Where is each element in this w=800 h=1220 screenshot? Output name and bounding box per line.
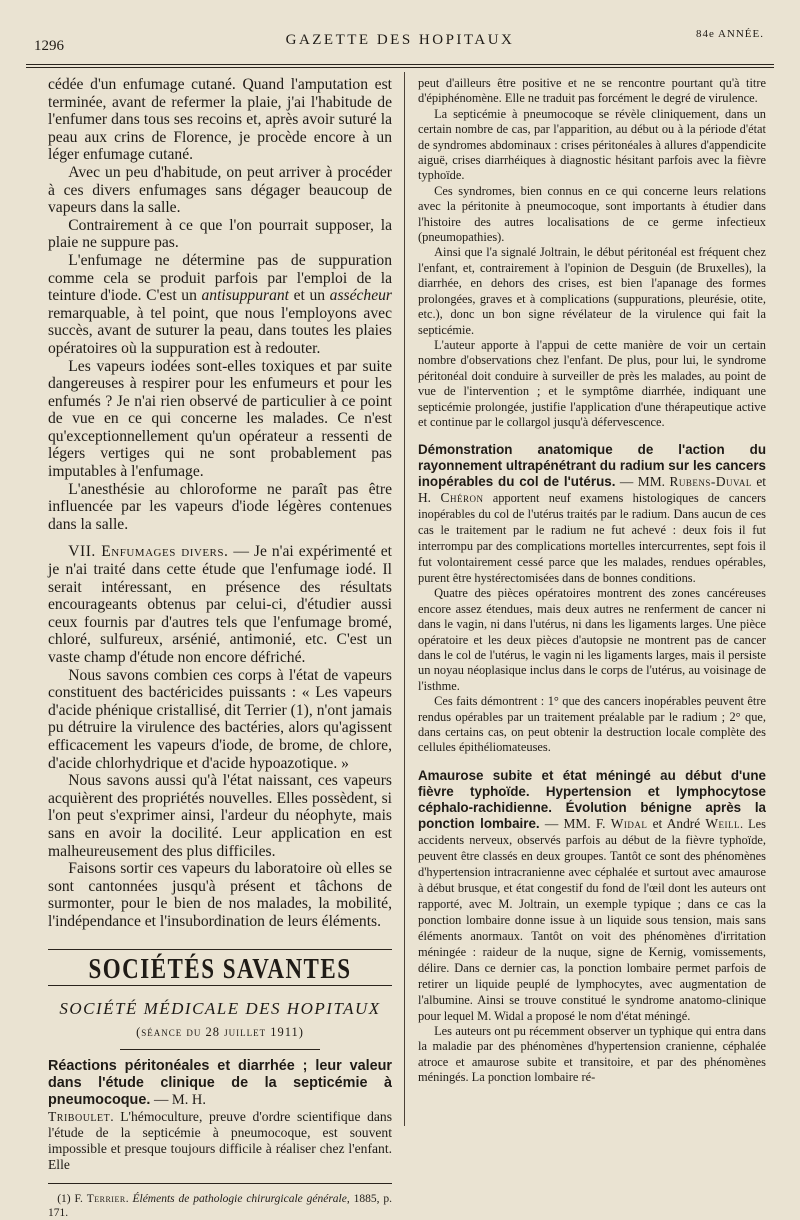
society-name: SOCIÉTÉ MÉDICALE DES HOPITAUX	[59, 999, 381, 1019]
paragraph: Ces faits démontrent : 1° que des cancers inopérables peuvent être rendus opérables par un traitement préalable par le radium ; 2° que, dans certains cas, on peut obtenir la destruction locale complète des cellules épithéliomateuses.	[418, 694, 766, 755]
journal-title: GAZETTE DES HOPITAUX	[285, 32, 515, 48]
section-heading: Réactions péritonéales et diarrhée ; leur valeur dans l'étude clinique de la septicémie à pneumocoque. — M. H.	[48, 1058, 392, 1109]
footnote: (1) F. Terrier. Éléments de pathologie chirurgicale générale, 1885, p. 171.	[48, 1193, 393, 1220]
divider	[120, 1049, 320, 1050]
page-header	[30, 22, 770, 62]
paragraph: Ainsi que l'a signalé Joltrain, le début péritonéal est fréquent chez l'enfant, et, contrairement à l'opinion de Desguin (de Bruxelles), la diarrhée, en dehors des crises, est bien l'apanage des formes prolongées, graves et à complications (suppurations, pleurésie, otite, etc.), donc un bon signe révélateur de la virulence qui fait la septicémie.	[418, 245, 766, 337]
paragraph: L'anesthésie au chloroforme ne paraît pas être influencée par les vapeurs d'iode légères contenues dans la salle.	[48, 480, 392, 533]
paragraph: L'enfumage ne détermine pas de suppuration comme cela se produit parfois par l'emploi de la teinture d'iode. C'est un antisuppurant et un assécheur remarquable, à tel point, que nous l'employons avec succès, avant de suturer la peau, dans toutes les plaies opératoires où la suppuration est à redouter.	[48, 251, 393, 357]
paragraph: La septicémie à pneumocoque se révèle cliniquement, dans un certain nombre de cas, par l'apparition, au début ou à la période d'état de syndromes abdominaux : crises péritonéales à allures d'appendicite aiguë, crises diarrhéiques à diagnostic hésitant parfois avec la fièvre typhoïde.	[418, 106, 766, 183]
column-divider	[404, 72, 405, 1126]
paragraph: Nous savons combien ces corps à l'état de vapeurs constituent des bactéricides puissants : « Les vapeurs d'acide phénique cristallisé, dit Terrier (1), n'ont jamais pu détruire la virulence des bactéries, alors qu'agissent efficacement les vapeurs d'iode, de brome, de chlore, d'acide chlorhydrique et d'acide hypoazotique. »	[48, 666, 392, 772]
paragraph: Quatre des pièces opératoires montrent des zones cancéreuses encore assez étendues, mais deux autres ne renferment de cancer ni dans le vagin, ni dans l'utérus, ni dans les ligaments larges. Une pièce opératoire et les deux pièces d'autopsie ne montrent pas de cancer dans le col de l'utérus, le vagin ni les ligaments larges, mais il persiste un noyau néoplasique inclus dans le corps de l'utérus, au voisinage de l'isthme.	[418, 586, 766, 693]
footnote-rule	[48, 1183, 392, 1184]
emphasis: assécheur	[329, 287, 393, 305]
paragraph: L'auteur apporte à l'appui de cette manière de voir un certain nombre d'observations chez l'enfant. De plus, pour lui, le syndrome péritonéal doit conduire à surveiller de près les malades, au point de vue de l'intervention ; et le symptôme diarrhée, indiquant une septicémie prolongée, justifie l'application d'une thérapeutique active et continue par le collargol jusqu'à défervescence.	[418, 337, 766, 429]
volume-year: 84e ANNÉE.	[695, 28, 764, 40]
paragraph: cédée d'un enfumage cutané. Quand l'amputation est terminée, avant de refermer la plaie, j'ai l'habitude de l'enfumer dans tous ses recoins et, après avoir suturé la peau aux crins de Florence, je procède encore à un léger enfumage cutané.	[48, 76, 392, 164]
session-date: (séance du 28 juillet 1911)	[136, 1024, 304, 1039]
paragraph: VII. Enfumages divers. — Je n'ai expérimenté et je n'ai traité dans cette étude que l'enfumage iodé. Il serait intéressant, en présence des résultats encourageants obtenus par celui-ci, d'étudier aussi ceux fournis par d'autres tels que l'enfumage bromé, chloré, sulfureux, arsénié, antimonié, etc. C'est un vaste champ d'étude non encore défriché.	[48, 543, 392, 666]
paragraph: Les auteurs ont pu récemment observer un typhique qui entra dans la maladie par des phénomènes d'hypertension cranienne, céphalée atroce et amaurose subite et transitoire, et par des phénomènes méningés. La ponction lombaire ré-	[418, 1023, 766, 1085]
emphasis: antisuppurant	[201, 287, 289, 305]
right-column	[418, 76, 766, 1136]
section-heading-inline: VII. Enfumages divers.	[68, 543, 229, 561]
section-heading: Démonstration anatomique de l'action du rayonnement ultrapénétrant du radium sur les cancers inopérables du col de l'utérus. — MM. Rubens-Duval et H. Chéron apportent neuf examens histologiques de cancers inopérables du col de l'utérus traités par le radium. Dans aucun de ces cas le traitement par le radium ne fut achevé : deux fois il fut interrompu par des complications mortelles intercurrentes, sept fois il fut volontairement cessé parce que les malades, rendues opérables, purent être hystérectomisées dans de bonnes conditions.	[418, 442, 766, 586]
author: Triboulet	[48, 1109, 111, 1125]
paragraph: Nous savons aussi qu'à l'état naissant, ces vapeurs acquièrent des propriétés nouvelles. Elles possèdent, si l'on peut s'exprimer ainsi, l'ardeur du néophyte, mais sans en avoir la docilité. Leur application en est malheureusement des plus difficiles.	[48, 772, 392, 860]
paragraph: peut d'ailleurs être positive et ne se rencontre pourtant qu'à titre d'épiphénomène. Elle ne traduit pas forcément le degré de virulence.	[418, 76, 766, 106]
paragraph: Les vapeurs iodées sont-elles toxiques et par suite dangereuses à respirer pour les enfumeurs et pour les enfumés ? Je n'ai rien observé de particulier à ce point de vue en ce qui concerne les malades. Ce n'est qu'exceptionnellement qu'un opérateur a ressenti de légers vertiges qui ne sont probablement pas imputables à l'enfumage.	[48, 357, 392, 481]
paragraph: Avec un peu d'habitude, on peut arriver à procéder à ces divers enfumages sans dégager beaucoup de vapeurs dans la salle.	[48, 163, 392, 217]
paragraph: Ces syndromes, bien connus en ce qui concerne leurs relations avec la péritonite à pneumocoque, sont importants à étudier dans l'histoire des autres localisations de ce germe infectieux (pneumopathies).	[418, 183, 766, 245]
section-heading: Amaurose subite et état méningé au début d'une fièvre typhoïde. Hypertension et lymphocytose céphalo-rachidienne. Évolution bénigne après la ponction lombaire. — MM. F. Widal et André Weill. Les accidents nerveux, observés parfois au début de la fièvre typhoïde, peuvent être classés en deux groupes. Tantôt ce sont des phénomènes d'hypertension intracranienne avec céphalée et surtout avec amaurose à début brusque, et état congestif du fond de l'œil dont les auteurs ont rapporté, avec M. Joltrain, un exemple typique ; dans ce cas la ponction lombaire donne issue à un liquide sous tension, mais sans éléments anormaux. Tantôt on voit des phénomènes d'irritation méningée : raideur de la nuque, signe de Kernig, vomissements, délire. Dans ce dernier cas, la ponction lombaire permet parfois de retirer un liquide peuplé de lymphocytes, avec augmentation de l'albumine. Ainsi se trouve constitué le syndrome anatomo-clinique pour lequel M. Widal a proposé le nom d'état méningé.	[418, 767, 766, 1023]
page-number: 1296	[34, 38, 64, 54]
societes-title: SOCIÉTÉS SAVANTES	[88, 952, 352, 984]
societes-banner	[48, 949, 392, 987]
header-rule	[26, 64, 774, 68]
paragraph: Faisons sortir ces vapeurs du laboratoire où elles se sont cantonnées jusqu'à présent et tâchons de surmonter, pour le bien de nos malades, la mobilité, l'indépendance et l'insubordination de leurs éléments.	[48, 860, 392, 930]
paragraph: Contrairement à ce que l'on pourrait supposer, la plaie ne suppure pas.	[48, 216, 392, 252]
left-column	[48, 76, 393, 1220]
paragraph: Triboulet. L'hémoculture, preuve d'ordre scientifique dans l'étude de la septicémie à pneumocoque, est souvent impossible et presque toujours difficile à réaliser chez l'enfant. Elle	[48, 1109, 392, 1173]
